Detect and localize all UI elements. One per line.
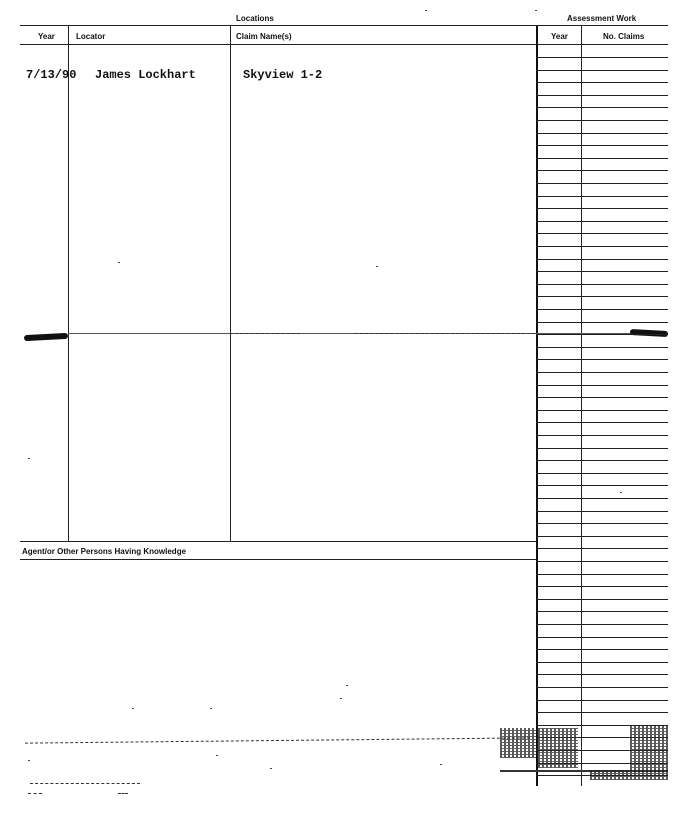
assessment-row-rule [536,322,668,323]
speck [270,768,272,769]
assessment-row-rule [536,208,668,209]
locator-column-header: Locator [76,32,106,41]
assessment-row-rule [536,649,668,650]
assessment-row-rule [536,372,668,373]
assessment-row-rule [536,662,668,663]
fold-blot-left [24,333,68,341]
assessment-row-rule [536,334,668,335]
assessment-row-rule [536,196,668,197]
assessment-row-rule [536,397,668,398]
assessment-row-rule [536,523,668,524]
locations-header: Locations [236,14,274,23]
speck [28,760,30,761]
agent-header-rule [20,559,536,560]
assessment-work-header: Assessment Work [567,14,637,23]
assessment-row-rule [536,435,668,436]
assessment-row-rule [536,221,668,222]
assessment-row-rule [536,158,668,159]
assessment-row-rule [536,611,668,612]
assessment-row-rule [536,133,668,134]
speck [346,685,348,686]
assessment-row-rule [536,460,668,461]
speck [118,262,120,263]
bottom-scribble-2 [28,793,42,795]
assessment-row-rule [536,246,668,247]
assessment-row-rule [536,309,668,310]
bottom-dash-line [25,737,530,744]
assessment-row-rule [536,120,668,121]
assessment-row-rule [536,359,668,360]
entry-locator: James Lockhart [95,68,196,82]
assessment-row-rule [536,233,668,234]
assessment-row-rule [536,586,668,587]
assessment-row-rule [536,498,668,499]
assessment-row-rule [536,422,668,423]
assessment-row-rule [536,170,668,171]
assessment-row-rule [536,95,668,96]
assessment-row-rule [536,712,668,713]
bottom-scribble-3 [118,793,128,795]
assessment-row-rule [536,700,668,701]
assessment-row-rule [536,57,668,58]
assessment-row-rule [536,284,668,285]
assessment-row-rule [536,70,668,71]
assessment-row-rule [536,674,668,675]
speck [340,698,342,699]
assessment-row-rule [536,687,668,688]
assessment-row-rule [536,599,668,600]
bottom-scribble-1 [30,783,140,785]
assessment-row-rule [536,574,668,575]
scan-noise-patch-2 [538,728,578,768]
assessment-row-rule [536,448,668,449]
speck [216,755,218,756]
assessment-row-rule [536,385,668,386]
scan-noise-patch-3 [630,726,668,771]
no-claims-column-header: No. Claims [603,32,645,41]
fold-dash-left [230,333,300,335]
assessment-row-rule [536,259,668,260]
assessment-row-rule [536,183,668,184]
speck [620,492,622,493]
locator-claim-divider [230,26,231,541]
assessment-row-rule [536,536,668,537]
agent-section-header: Agent/or Other Persons Having Knowledge [22,547,187,556]
assessment-row-rule [536,637,668,638]
speck [535,10,537,11]
assessment-row-rule [536,145,668,146]
speck [425,10,427,11]
assessment-row-rule [536,561,668,562]
scan-noise-patch-4 [590,770,668,780]
assessment-row-rule [536,624,668,625]
locations-box-bottom [20,541,536,542]
assessment-row-rule [536,485,668,486]
assessment-row-rule [536,296,668,297]
claim-assessment-divider [536,26,538,786]
year-column-header: Year [38,32,55,41]
speck [28,458,30,459]
header-rule-top [20,25,668,26]
speck [210,708,212,709]
speck [440,764,442,765]
claim-names-column-header: Claim Name(s) [236,32,292,41]
speck [132,708,134,709]
header-rule-bottom [20,44,668,45]
assessment-row-rule [536,473,668,474]
assessment-row-rule [536,107,668,108]
assessment-row-rule [536,410,668,411]
assessment-row-rule [536,548,668,549]
year-locator-divider [68,26,69,541]
fold-blot-right [630,329,668,337]
aw-year-claims-divider [581,26,582,786]
aw-year-column-header: Year [551,32,568,41]
assessment-row-rule [536,511,668,512]
assessment-row-rule [536,271,668,272]
entry-claim-names: Skyview 1-2 [243,68,323,82]
scan-noise-patch-1 [500,728,536,758]
speck [376,266,378,267]
assessment-row-rule [536,82,668,83]
entry-year: 7/13/90 [26,68,77,82]
assessment-row-rule [536,347,668,348]
fold-dash-mid [355,333,535,335]
